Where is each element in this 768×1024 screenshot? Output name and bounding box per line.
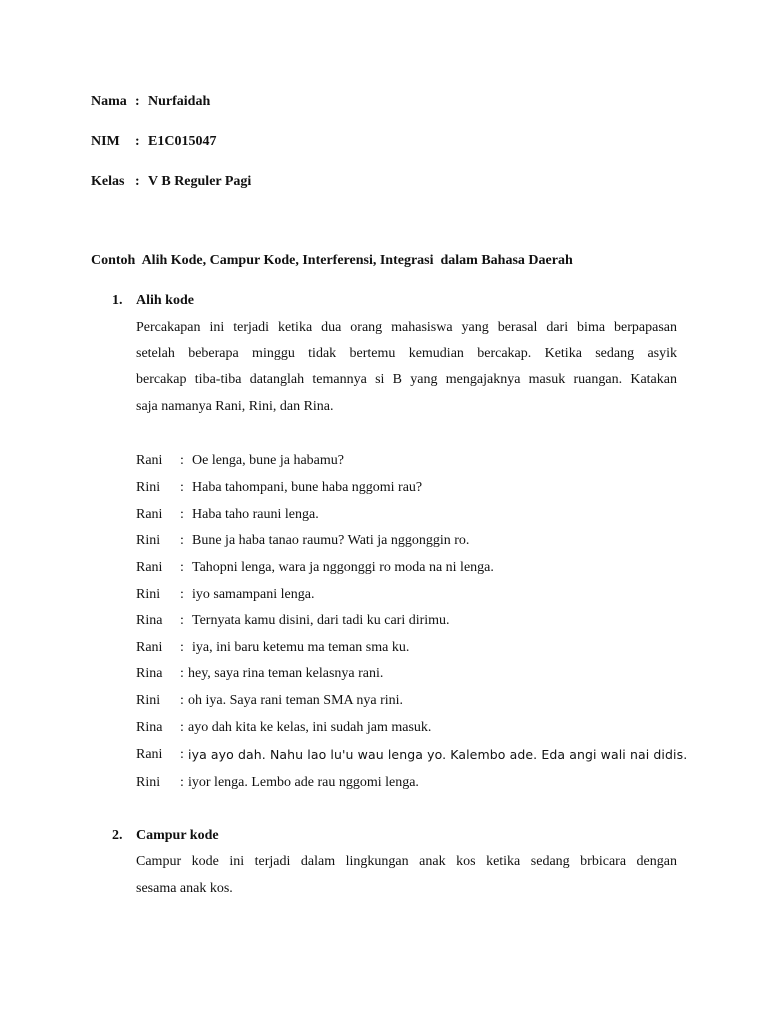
utterance: Haba tahompani, bune haba nggomi rau? bbox=[192, 480, 423, 495]
utterance: Oe lenga, bune ja habamu? bbox=[192, 453, 344, 468]
speaker: Rini bbox=[136, 587, 161, 602]
section1-paragraph-line: saja namanya Rani, Rini, dan Rina. bbox=[136, 399, 334, 414]
speaker: Rina bbox=[136, 720, 163, 735]
kelas-colon: : bbox=[135, 174, 140, 189]
dialogue-colon: : bbox=[180, 775, 184, 790]
utterance: Bune ja haba tanao raumu? Wati ja nggonggin ro. bbox=[192, 533, 470, 548]
speaker: Rini bbox=[136, 693, 161, 708]
speaker: Rani bbox=[136, 640, 163, 655]
utterance: hey, saya rina teman kelasnya rani. bbox=[188, 666, 384, 681]
dialogue-colon: : bbox=[180, 720, 184, 735]
dialogue-colon: : bbox=[180, 533, 184, 548]
utterance: ayo dah kita ke kelas, ini sudah jam masuk. bbox=[188, 720, 432, 735]
dialogue-colon: : bbox=[180, 693, 184, 708]
section2-heading: Campur kode bbox=[136, 828, 219, 843]
utterance: oh iya. Saya rani teman SMA nya rini. bbox=[188, 693, 404, 708]
section1-heading: Alih kode bbox=[136, 293, 194, 308]
dialogue-colon: : bbox=[180, 666, 184, 681]
nama-value: Nurfaidah bbox=[148, 94, 211, 109]
nim-colon: : bbox=[135, 134, 140, 149]
utterance: Ternyata kamu disini, dari tadi ku cari dirimu. bbox=[192, 613, 450, 628]
speaker: Rini bbox=[136, 480, 161, 495]
utterance: iyo samampani lenga. bbox=[192, 587, 315, 602]
dialogue-colon: : bbox=[180, 587, 184, 602]
speaker: Rina bbox=[136, 666, 163, 681]
dialogue-colon: : bbox=[180, 507, 184, 522]
speaker: Rina bbox=[136, 613, 163, 628]
dialogue-colon: : bbox=[180, 560, 184, 575]
utterance: iya ayo dah. Nahu lao lu'u wau lenga yo. Kalembo ade. Eda angi wali nai didis. bbox=[188, 747, 688, 762]
section1-paragraph-line: bercakap tiba-tiba datanglah temannya si B yang mengajaknya masuk ruangan. Katakan bbox=[136, 372, 677, 387]
utterance: Haba taho rauni lenga. bbox=[192, 507, 319, 522]
section2-paragraph-line: sesama anak kos. bbox=[136, 881, 233, 896]
section2-paragraph-line: Campur kode ini terjadi dalam lingkungan anak kos ketika sedang brbicara dengan bbox=[136, 854, 677, 869]
nim-value: E1C015047 bbox=[148, 134, 217, 149]
speaker: Rini bbox=[136, 533, 161, 548]
dialogue-colon: : bbox=[180, 747, 184, 762]
section1-paragraph-line: Percakapan ini terjadi ketika dua orang mahasiswa yang berasal dari bima berpapasan bbox=[136, 320, 677, 335]
dialogue-colon: : bbox=[180, 640, 184, 655]
section2-number: 2. bbox=[112, 828, 123, 843]
kelas-value: V B Reguler Pagi bbox=[148, 174, 252, 189]
section1-number: 1. bbox=[112, 293, 123, 308]
section1-paragraph-line: setelah beberapa minggu tidak bertemu kemudian bercakap. Ketika sedang asyik bbox=[136, 346, 677, 361]
document-title: Contoh Alih Kode, Campur Kode, Interferensi, Integrasi dalam Bahasa Daerah bbox=[91, 253, 573, 268]
speaker: Rani bbox=[136, 453, 163, 468]
speaker: Rani bbox=[136, 747, 163, 762]
utterance: Tahopni lenga, wara ja nggonggi ro moda na ni lenga. bbox=[192, 560, 494, 575]
kelas-label: Kelas bbox=[91, 174, 125, 189]
dialogue-colon: : bbox=[180, 480, 184, 495]
utterance: iya, ini baru ketemu ma teman sma ku. bbox=[192, 640, 410, 655]
speaker: Rini bbox=[136, 775, 161, 790]
dialogue-colon: : bbox=[180, 453, 184, 468]
nama-colon: : bbox=[135, 94, 140, 109]
speaker: Rani bbox=[136, 507, 163, 522]
dialogue-colon: : bbox=[180, 613, 184, 628]
nim-label: NIM bbox=[91, 134, 120, 149]
utterance: iyor lenga. Lembo ade rau nggomi lenga. bbox=[188, 775, 419, 790]
nama-label: Nama bbox=[91, 94, 127, 109]
speaker: Rani bbox=[136, 560, 163, 575]
